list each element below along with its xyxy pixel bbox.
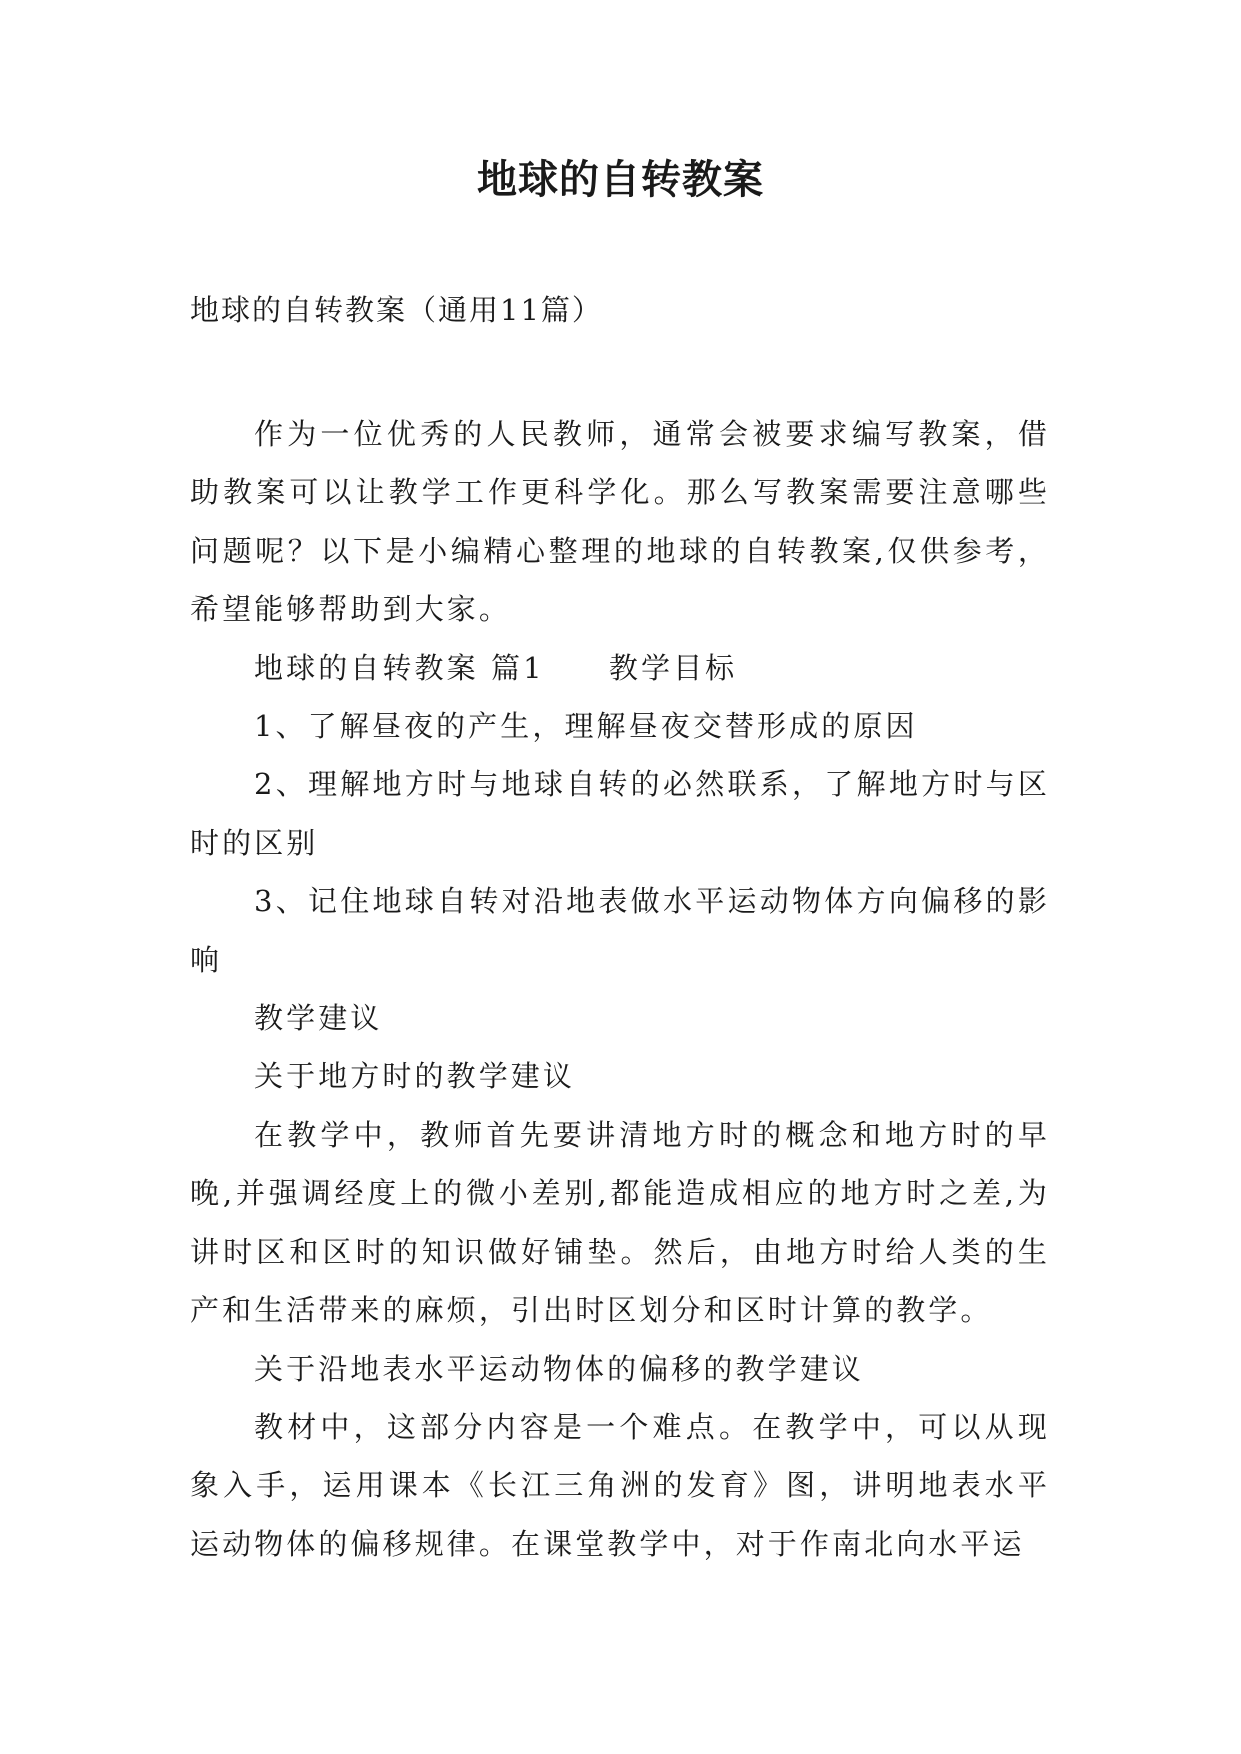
paragraph-deflection: 教材中，这部分内容是一个难点。在教学中，可以从现象入手，运用课本《长江三角洲的发育》图，讲明地表水平运动物体的偏移规律。在课堂教学中，对于作南北向水平运 <box>190 1409 1050 1561</box>
paragraph-local-time: 在教学中，教师首先要讲清地方时的概念和地方时的早晚,并强调经度上的微小差别,都能造成相应的地方时之差,为讲时区和区时的知识做好铺垫。然后，由地方时给人类的生产和生活带来的麻烦，引出时区划分和区时计算的教学。 <box>190 1117 1050 1328</box>
document-body <box>190 405 1050 1573</box>
objective-item-1: 1、了解昼夜的产生，理解昼夜交替形成的原因 <box>254 709 918 744</box>
document-title: 地球的自转教案 <box>477 157 764 203</box>
document-subtitle: 地球的自转教案（通用11篇） <box>190 293 603 327</box>
subheading-deflection: 关于沿地表水平运动物体的偏移的教学建议 <box>254 1351 864 1386</box>
objective-item-2: 2、理解地方时与地球自转的必然联系，了解地方时与区时的区别 <box>190 767 1050 860</box>
section-heading-chapter-1: 地球的自转教案 篇1 教学目标 <box>254 650 738 685</box>
paragraph-intro: 作为一位优秀的人民教师，通常会被要求编写教案，借助教案可以让教学工作更科学化。那么写教案需要注意哪些问题呢？以下是小编精心整理的地球的自转教案,仅供参考，希望能够帮助到大家。 <box>190 417 1050 627</box>
subheading-local-time: 关于地方时的教学建议 <box>254 1059 576 1094</box>
section-heading-teaching-suggestions: 教学建议 <box>254 1001 383 1036</box>
objective-item-3: 3、记住地球自转对沿地表做水平运动物体方向偏移的影响 <box>190 884 1050 977</box>
